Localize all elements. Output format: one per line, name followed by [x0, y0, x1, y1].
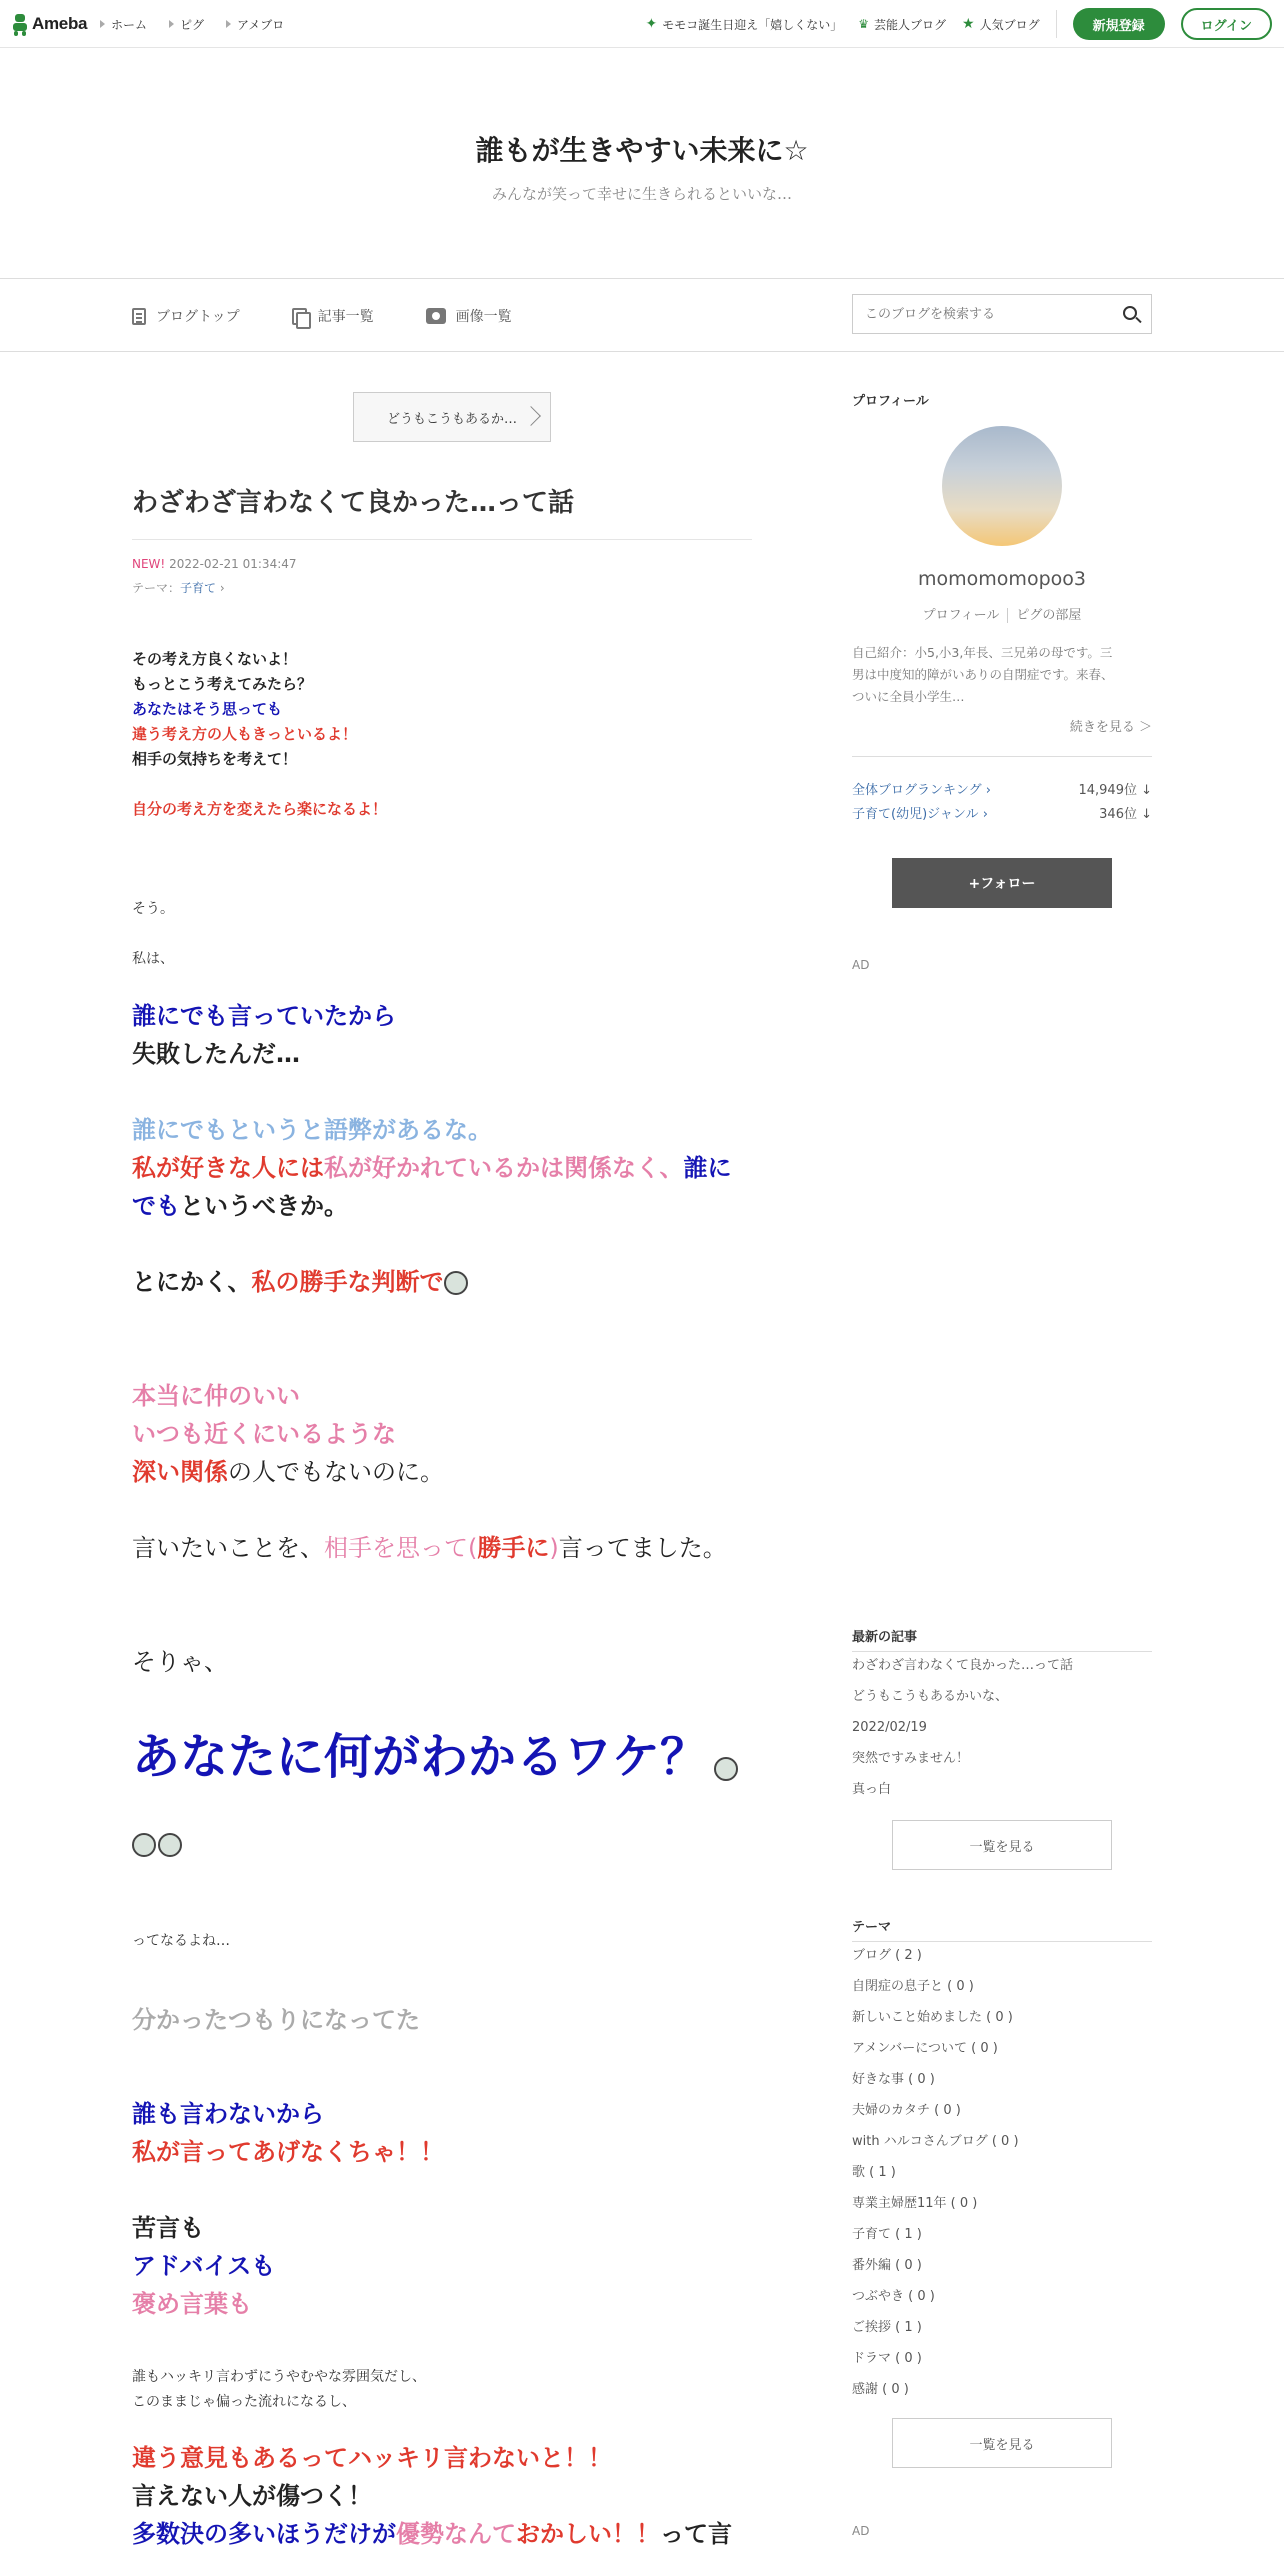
entry-line [132, 1187, 348, 1225]
login-button[interactable]: ログイン [1181, 8, 1272, 40]
entry-line: 私が言ってあげなくちゃ！！ [132, 2138, 444, 2166]
search-icon[interactable] [1123, 306, 1137, 320]
text-span: 私が好きな人には [132, 1154, 324, 1182]
entry-line: 失敗したんだ… [132, 1040, 300, 1068]
nav-home-label: ホーム [111, 17, 148, 32]
text-span: 多数決の多いほうだけが [132, 2520, 396, 2548]
crown-icon: ♛ [858, 17, 870, 31]
text-span: 言いたいことを、 [132, 1534, 324, 1562]
face-emoji-icon [444, 1271, 468, 1295]
theme-see-all-button[interactable]: 一覧を見る [892, 2418, 1112, 2468]
avatar[interactable] [942, 426, 1062, 546]
triangle-icon [169, 20, 174, 28]
pigg-room-link[interactable]: ピグの部屋 [1016, 608, 1082, 623]
theme-item[interactable]: 子育て ( 1 ) [852, 2227, 922, 2242]
entry-line [132, 1529, 727, 1567]
nav-entry-list[interactable] [292, 306, 374, 326]
recent-heading: 最新の記事 [852, 1626, 1152, 1652]
text-span: 優勢なんて [396, 2520, 516, 2548]
trend-link[interactable] [646, 16, 843, 33]
text-span: おかしい！！ [516, 2520, 660, 2548]
entry-line: アドバイスも [132, 2252, 276, 2280]
global-header [0, 0, 1284, 48]
star-icon: ★ [962, 16, 975, 32]
text-span: でも [132, 1192, 180, 1220]
profile-heading: プロフィール [852, 394, 929, 409]
entry-line: もっとこう考えてみたら？ [132, 675, 313, 693]
text-span: とにかく、 [132, 1268, 252, 1296]
text-span: あなたに何がわかるワケ？ [132, 1729, 709, 1785]
entry-line: ってなるよね… [132, 1933, 230, 1949]
entry-line: そりゃ、 [132, 1648, 228, 1676]
nav-home[interactable] [100, 16, 147, 33]
text-span: 深い関係 [132, 1458, 228, 1486]
entry-line: 褒め言葉も [132, 2290, 252, 2318]
ranking-overall[interactable] [852, 780, 1152, 802]
theme-item[interactable]: 夫婦のカタチ ( 0 ) [852, 2103, 961, 2118]
theme-list [852, 1940, 1152, 2405]
text-span: 私が好かれているかは関係なく、 [324, 1154, 684, 1182]
celebrity-blog-label: 芸能人ブログ [874, 17, 947, 32]
blog-header [0, 49, 1284, 279]
text-span: 相手を思って( [324, 1534, 478, 1562]
popular-blog-link[interactable] [962, 16, 1040, 33]
nav-blog-top[interactable] [132, 306, 240, 326]
emoji-icon [132, 1833, 156, 1857]
nav-image-list[interactable] [426, 306, 512, 326]
text-span: 誰に [683, 1154, 732, 1182]
chevron-right-icon: › [981, 783, 991, 798]
entry-line: 誰にでも言っていたから [132, 1002, 396, 1030]
ameba-logo-icon [12, 12, 28, 36]
theme-heading: テーマ [852, 1916, 1152, 1942]
nav-pigg[interactable] [169, 16, 204, 33]
theme-item[interactable]: 専業主婦歴11年 ( 0 ) [852, 2196, 978, 2211]
triangle-icon [100, 20, 105, 28]
recent-entry-link[interactable]: 2022/02/19 [852, 1720, 927, 1735]
entry-line: その考え方良くないよ！ [132, 650, 298, 668]
chevron-right-icon: › [978, 807, 988, 822]
intro-line: 自己紹介：小5,小3,年長、三兄弟の母です。三 [852, 645, 1113, 660]
ad-label: AD [852, 2524, 870, 2538]
text-span: 私の勝手な判断で [251, 1268, 444, 1296]
sparkle-icon: ✦ [645, 16, 658, 32]
ad-label: AD [852, 958, 870, 972]
chevron-right-icon [521, 406, 541, 426]
divider [1056, 10, 1057, 38]
nav-ameblo[interactable] [226, 16, 284, 33]
entry-line [132, 2515, 732, 2553]
text-span: 言ってました。 [558, 1534, 727, 1562]
blog-title[interactable]: 誰もが生きやすい未来に☆ [475, 134, 809, 167]
entry-line: そう。 [132, 901, 174, 917]
ranking-genre[interactable] [852, 804, 1152, 826]
celebrity-blog-link[interactable] [858, 16, 946, 33]
theme-item[interactable]: つぶやき ( 0 ) [852, 2289, 935, 2304]
blog-description: みんなが笑って幸せに生きられるといいな… [491, 185, 792, 203]
nav-ameblo-label: アメブロ [237, 17, 285, 32]
ranking-label: 全体ブログランキング [852, 783, 982, 798]
entry-line: 分かったつもりになってた [132, 2006, 420, 2034]
recent-see-all-button[interactable]: 一覧を見る [892, 1820, 1112, 1870]
blog-search [852, 294, 1152, 334]
emoji-icon [158, 1833, 182, 1857]
search-input[interactable] [853, 295, 1093, 333]
theme-item[interactable]: 番外編 ( 0 ) [852, 2258, 922, 2273]
entry-line: 苦言も [132, 2214, 204, 2242]
entry-line: 言えない人が傷つく！ [132, 2482, 372, 2510]
entry-line: 本当に仲のいい [132, 1382, 300, 1410]
document-icon [132, 308, 146, 325]
read-more-link[interactable]: 続きを見る ＞ [1069, 720, 1152, 735]
entry-line: 誰にでもというと語弊があるな。 [132, 1116, 492, 1144]
text-span: というべきか。 [180, 1192, 348, 1220]
entry-line: 誰も言わないから [132, 2100, 324, 2128]
ameba-logo[interactable] [12, 12, 87, 36]
theme-item[interactable]: ブログ ( 2 ) [852, 1948, 922, 1963]
prev-entry-button[interactable] [353, 392, 551, 442]
theme-link[interactable]: 子育て [180, 581, 217, 595]
camera-icon [426, 308, 446, 324]
theme-item[interactable]: ご挨拶 ( 1 ) [852, 2320, 922, 2335]
text-span: 勝手に [477, 1534, 550, 1562]
text-span: って言 [660, 2520, 732, 2548]
profile-links [852, 604, 1152, 623]
trend-link-label: モモコ誕生日迎え「嬉しくない」 [662, 17, 843, 32]
entry-line [132, 1727, 738, 1787]
entry-title[interactable]: わざわざ言わなくて良かった…って話 [132, 482, 752, 540]
theme-item[interactable]: 好きな事 ( 0 ) [852, 2072, 935, 2087]
angry-face-emoji-icon [714, 1757, 738, 1781]
entry-line [132, 1263, 468, 1301]
recent-entry-link[interactable]: 突然ですみません！ [852, 1751, 970, 1766]
theme-item[interactable]: 歌 ( 1 ) [852, 2165, 896, 2180]
text-span: の人でもないのに。 [228, 1458, 444, 1486]
register-button[interactable]: 新規登録 [1073, 8, 1165, 40]
entry-line: いつも近くにいるような [132, 1420, 396, 1448]
theme-item[interactable]: 自閉症の息子と ( 0 ) [852, 1979, 974, 1994]
theme-label: テーマ： [132, 581, 181, 595]
emoji-row [132, 1833, 182, 1857]
ranking-value: 14,949位 ↓ [1078, 783, 1152, 798]
global-nav [100, 0, 284, 48]
entry-line [132, 1149, 732, 1187]
theme-item[interactable]: 新しいこと始めました ( 0 ) [852, 2010, 1013, 2025]
ranking-label: 子育て(幼児)ジャンル [852, 807, 979, 822]
triangle-icon [226, 20, 231, 28]
entry-line: あなたはそう思っても [132, 700, 283, 718]
recent-entries [852, 1650, 1152, 1805]
theme-item[interactable]: 感謝 ( 0 ) [852, 2382, 909, 2397]
nav-image-list-label: 画像一覧 [455, 309, 512, 325]
blog-nav [0, 280, 1284, 352]
copy-icon [292, 308, 308, 325]
entry-datetime: 2022-02-21 01:34:47 [169, 557, 297, 571]
profile-intro [852, 642, 1152, 708]
chevron-right-icon: › [219, 581, 225, 595]
theme-item[interactable]: アメンバーについて ( 0 ) [852, 2041, 998, 2056]
theme-item[interactable]: ドラマ ( 0 ) [852, 2351, 922, 2366]
nav-entry-list-label: 記事一覧 [317, 309, 374, 325]
entry-meta [132, 552, 297, 600]
entry-line: 違う意見もあるってハッキリ言わないと！！ [132, 2444, 612, 2472]
header-right [646, 0, 1272, 48]
ranking-value: 346位 ↓ [1099, 807, 1152, 822]
entry-line: 相手の気持ちを考えて！ [132, 750, 298, 768]
follow-button[interactable]: +フォロー [892, 858, 1112, 908]
entry-line [132, 1453, 444, 1491]
recent-entry-link[interactable]: どうもこうもあるかいな、 [852, 1689, 1009, 1704]
theme-item[interactable]: with ハルコさんブログ ( 0 ) [852, 2134, 1019, 2149]
recent-entry-link[interactable]: わざわざ言わなくて良かった…って話 [852, 1658, 1074, 1673]
entry-line: 誰もハッキリ言わずにうやむやな雰囲気だし、 [132, 2369, 426, 2385]
nav-pigg-label: ピグ [180, 17, 205, 32]
recent-entry-link[interactable]: 真っ白 [852, 1782, 892, 1797]
entry-line: 私は、 [132, 951, 174, 967]
entry-line: 違う考え方の人もきっといるよ！ [132, 725, 358, 743]
text-span: ) [549, 1534, 559, 1562]
intro-line: 男は中度知的障がいありの自閉症です。来春、 [852, 667, 1114, 682]
divider [852, 756, 1152, 757]
entry-line: 自分の考え方を変えたら楽になるよ！ [132, 800, 388, 818]
intro-line: ついに全員小学生… [852, 689, 965, 704]
popular-blog-label: 人気ブログ [979, 17, 1040, 32]
entry-line: このままじゃ偏った流れになるし、 [132, 2394, 356, 2410]
prev-entry-label: どうもこうもあるか… [386, 411, 517, 427]
new-badge: NEW! [132, 557, 166, 571]
username[interactable]: momomomopoo3 [918, 568, 1086, 590]
logo-text: Ameba [32, 14, 88, 33]
nav-blog-top-label: ブログトップ [156, 309, 240, 325]
profile-link[interactable]: プロフィール [922, 608, 1000, 623]
